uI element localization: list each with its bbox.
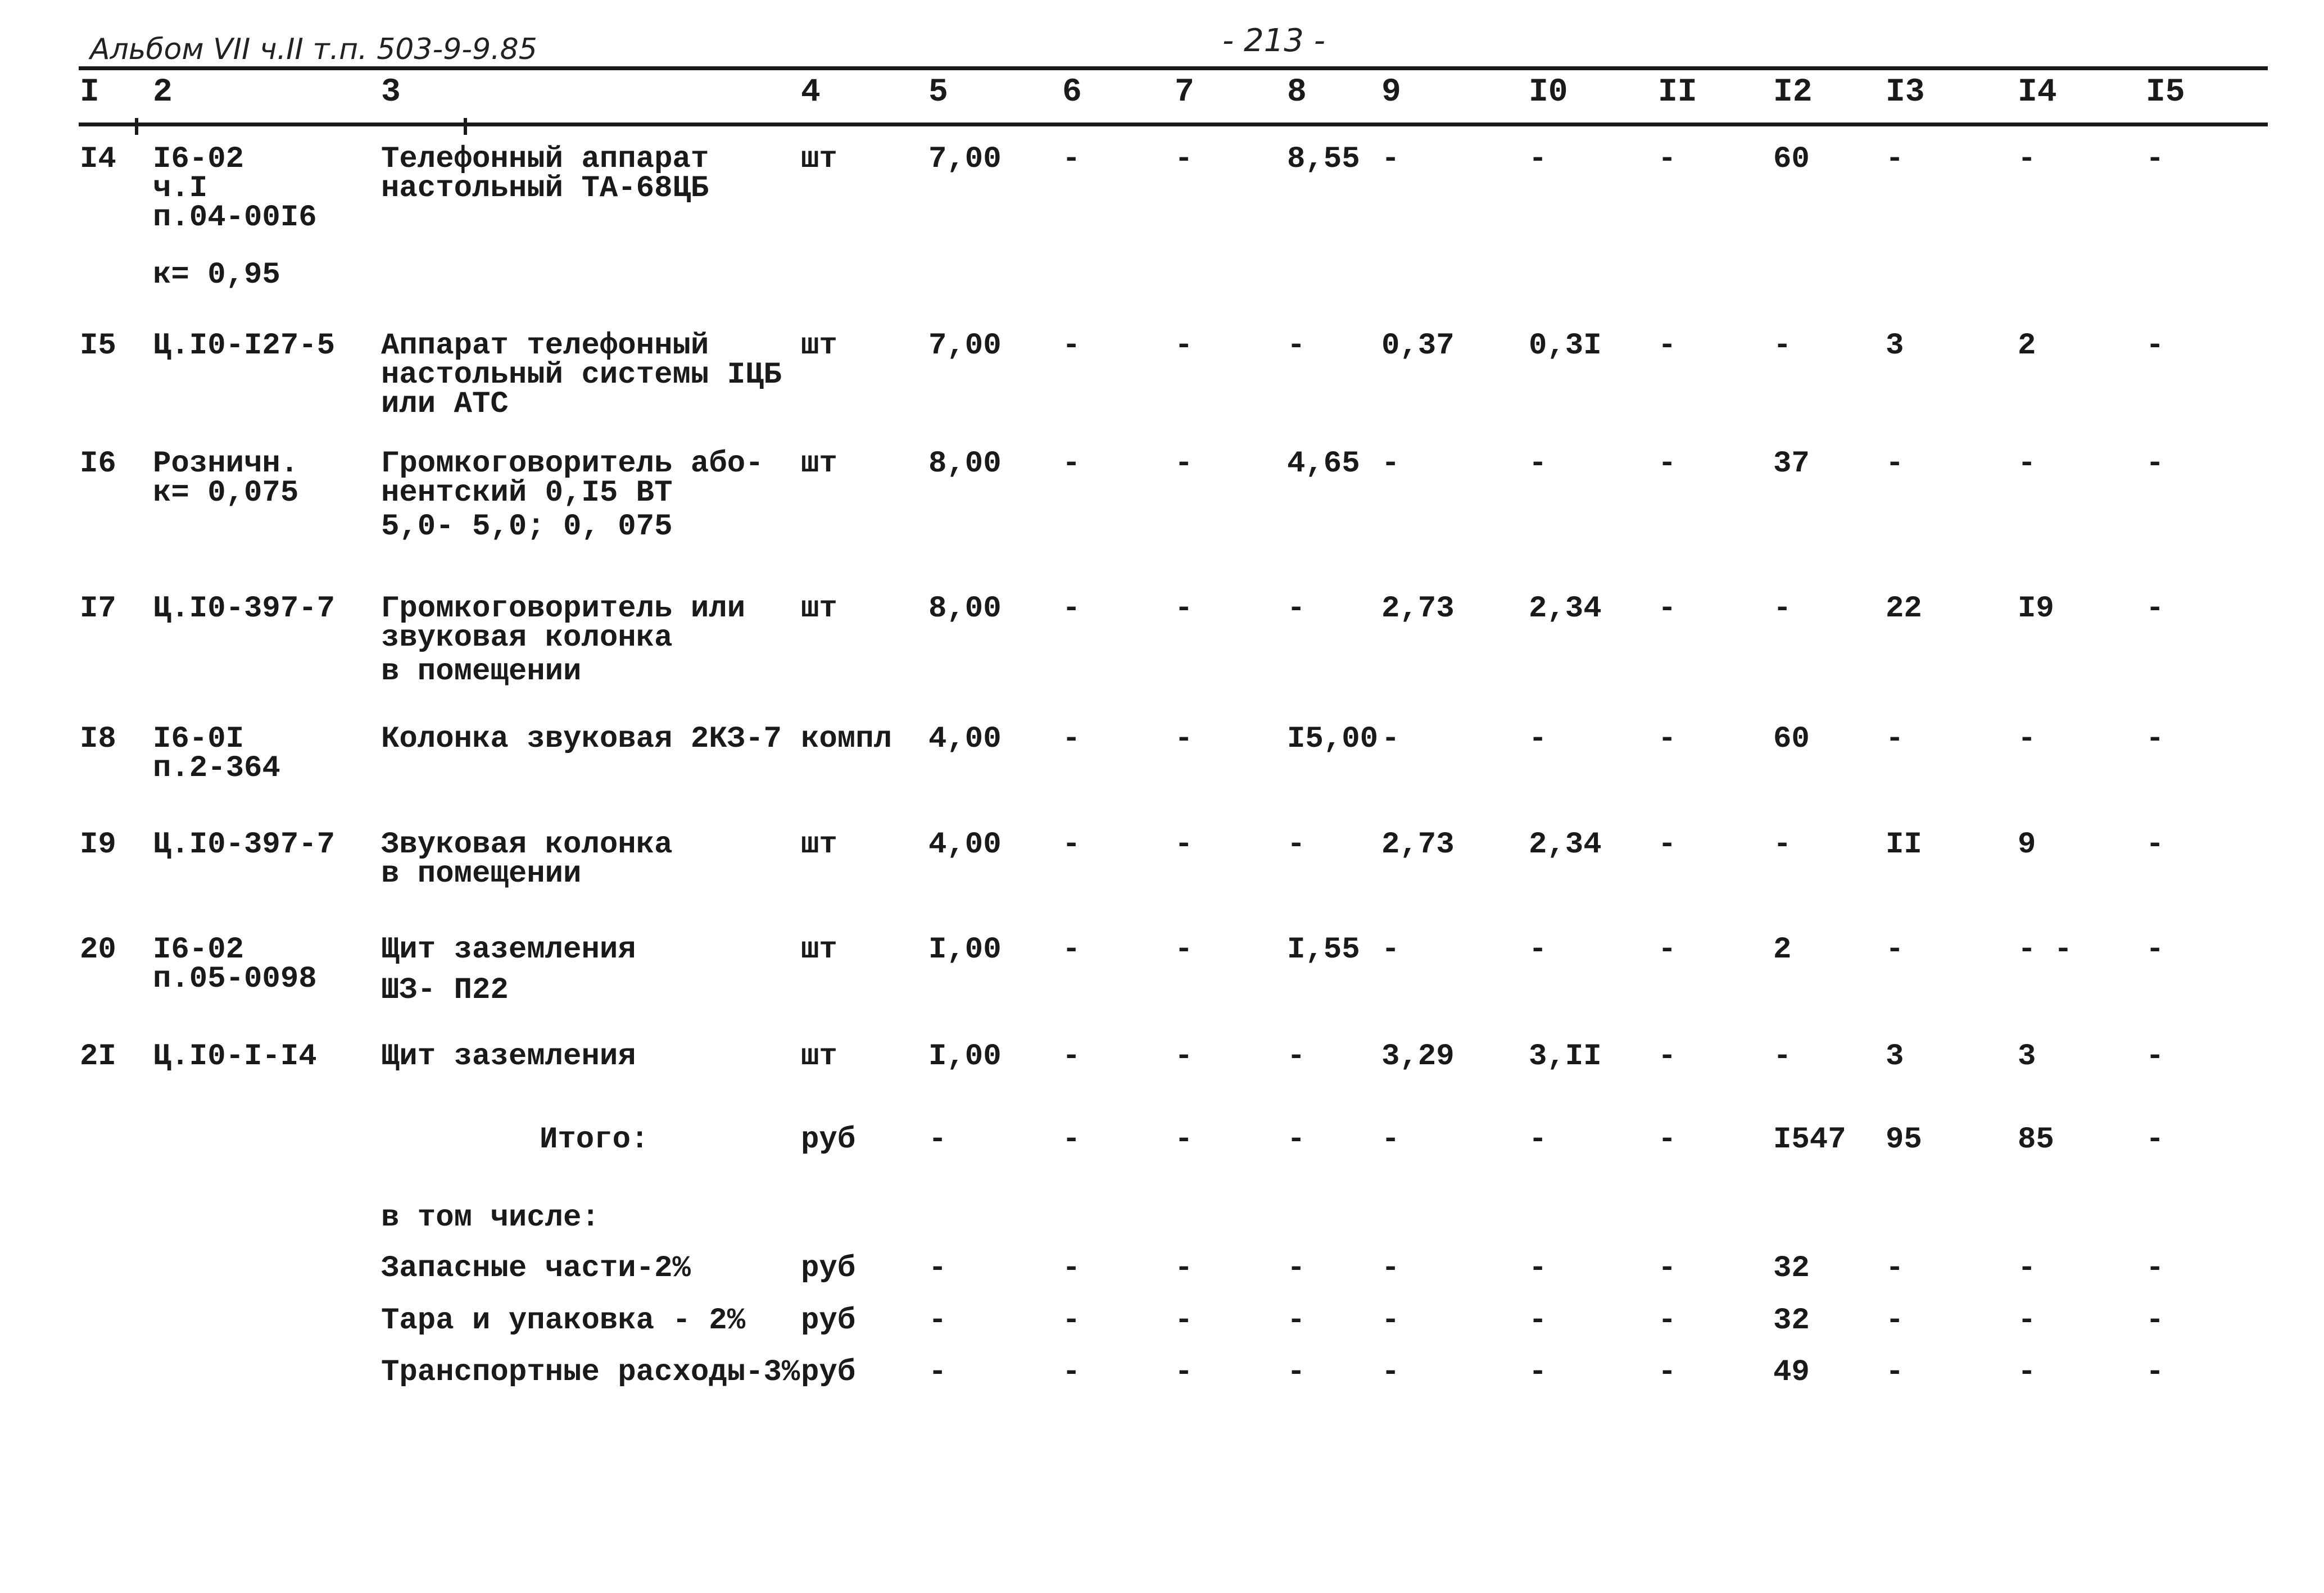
- cell-col-13: 3: [1886, 1040, 1904, 1074]
- cell-col-5: 8,00: [928, 592, 1002, 626]
- cell-col-7: -: [1175, 329, 1193, 363]
- cell-col-11: -: [1658, 142, 1677, 176]
- totals-col-8: -: [1287, 1355, 1306, 1390]
- price-reference-line: п.2-364: [153, 751, 280, 786]
- item-name-line: настольный ТА-68ЦБ: [381, 171, 709, 206]
- totals-col-6: -: [1062, 1304, 1081, 1338]
- totals-label: Тара и упаковка - 2%: [381, 1304, 746, 1338]
- cell-col-7: -: [1175, 447, 1193, 481]
- cell-col-14: I9: [2018, 592, 2054, 626]
- cell-col-13: -: [1886, 933, 1904, 967]
- price-reference: [153, 1042, 317, 1072]
- totals-label: Запасные части-2%: [381, 1251, 691, 1286]
- cell-col-9: 2,73: [1381, 828, 1455, 862]
- column-header-14: I4: [2018, 74, 2057, 111]
- cell-col-8: -: [1287, 1040, 1306, 1074]
- cell-col-11: -: [1658, 1040, 1677, 1074]
- cell-col-7: -: [1175, 592, 1193, 626]
- item-name: [381, 830, 672, 889]
- totals-col-8: -: [1287, 1304, 1306, 1338]
- cell-col-4: шт: [801, 828, 837, 862]
- cell-col-11: -: [1658, 828, 1677, 862]
- item-name-line: 5,0- 5,0; 0, 075: [381, 510, 673, 544]
- cell-col-15: -: [2146, 722, 2164, 756]
- totals-col-13: -: [1886, 1304, 1904, 1338]
- totals-col-10: -: [1529, 1123, 1547, 1157]
- item-name-line: нентский 0,I5 ВТ: [381, 476, 673, 510]
- cell-col-10: 2,34: [1529, 828, 1602, 862]
- cell-col-6: -: [1062, 1040, 1081, 1074]
- totals-col-15: -: [2146, 1304, 2164, 1338]
- cell-col-8: I,55: [1287, 933, 1360, 967]
- cell-col-9: -: [1381, 933, 1400, 967]
- price-reference-line: I6-02: [153, 142, 244, 176]
- column-header-2: 2: [153, 74, 173, 111]
- cell-col-9: 3,29: [1381, 1040, 1455, 1074]
- cell-col-9: 0,37: [1381, 329, 1455, 363]
- totals-col-9: -: [1381, 1355, 1400, 1390]
- cell-col-10: 3,II: [1529, 1040, 1602, 1074]
- price-reference-line: п.04-00I6: [153, 201, 317, 235]
- cell-col-10: -: [1529, 447, 1547, 481]
- totals-col-7: -: [1175, 1355, 1193, 1390]
- cell-col-15: -: [2146, 828, 2164, 862]
- totals-col-10: -: [1529, 1251, 1547, 1286]
- cell-col-11: -: [1658, 722, 1677, 756]
- cell-col-10: -: [1529, 933, 1547, 967]
- cell-col-12: -: [1773, 828, 1792, 862]
- item-name: [381, 722, 782, 756]
- cell-col-13: II: [1886, 828, 1922, 862]
- row-number: I8: [80, 722, 116, 756]
- cell-col-10: 2,34: [1529, 592, 1602, 626]
- cell-col-12: 60: [1773, 722, 1810, 756]
- cell-col-10: -: [1529, 142, 1547, 176]
- item-name-line: настольный системы IЦБ: [381, 358, 782, 392]
- cell-col-5: I,00: [928, 1040, 1002, 1074]
- cell-col-5: I,00: [928, 933, 1002, 967]
- item-name-line: в помещении: [381, 857, 582, 891]
- column-header-8: 8: [1287, 74, 1307, 111]
- totals-col-4: руб: [801, 1251, 856, 1286]
- cell-col-13: 3: [1886, 329, 1904, 363]
- cell-col-7: -: [1175, 722, 1193, 756]
- totals-col-15: -: [2146, 1123, 2164, 1157]
- cell-col-15: -: [2146, 592, 2164, 626]
- cell-col-10: 0,3I: [1529, 329, 1602, 363]
- price-reference-line: п.05-0098: [153, 962, 317, 996]
- row-number: 20: [80, 933, 116, 967]
- item-name: [381, 1042, 636, 1072]
- totals-col-4: руб: [801, 1304, 856, 1338]
- item-name-line: Громкоговоритель або-: [381, 447, 764, 481]
- totals-col-10: -: [1529, 1304, 1547, 1338]
- cell-col-4: шт: [801, 329, 837, 363]
- price-reference: [153, 722, 280, 786]
- totals-col-6: -: [1062, 1123, 1081, 1157]
- totals-col-5: -: [928, 1355, 947, 1390]
- column-header-11: II: [1658, 74, 1697, 111]
- row-number: I9: [80, 828, 116, 862]
- cell-col-7: -: [1175, 828, 1193, 862]
- price-reference-line: Ц.I0-397-7: [153, 828, 336, 862]
- item-name-line: Аппарат телефонный: [381, 329, 709, 363]
- totals-col-14: -: [2018, 1355, 2036, 1390]
- cell-col-6: -: [1062, 828, 1081, 862]
- cell-col-6: -: [1062, 142, 1081, 176]
- cell-col-7: -: [1175, 933, 1193, 967]
- totals-col-11: -: [1658, 1123, 1677, 1157]
- cell-col-8: I5,00: [1287, 722, 1379, 756]
- cell-col-15: -: [2146, 447, 2164, 481]
- price-reference-line: I6-02: [153, 933, 244, 967]
- row-number: I5: [80, 329, 116, 363]
- price-reference: [153, 594, 335, 624]
- totals-col-14: 85: [2018, 1123, 2054, 1157]
- totals-col-12: 49: [1773, 1355, 1810, 1390]
- cell-col-11: -: [1658, 329, 1677, 363]
- totals-label: в том числе:: [381, 1201, 600, 1235]
- totals-col-11: -: [1658, 1304, 1677, 1338]
- totals-col-4: руб: [801, 1355, 856, 1390]
- price-reference-line: Розничн.: [153, 447, 299, 481]
- totals-col-6: -: [1062, 1355, 1081, 1390]
- cell-col-8: 8,55: [1287, 142, 1360, 176]
- cell-col-9: -: [1381, 142, 1400, 176]
- cell-col-14: -: [2018, 447, 2036, 481]
- column-header-5: 5: [928, 74, 948, 111]
- cell-col-8: -: [1287, 329, 1306, 363]
- cell-col-15: -: [2146, 1040, 2164, 1074]
- cell-col-13: 22: [1886, 592, 1922, 626]
- item-name: [381, 329, 782, 421]
- item-name-line: звуковая колонка: [381, 621, 673, 655]
- price-reference: [153, 142, 317, 292]
- column-header-13: I3: [1886, 74, 1925, 111]
- price-reference: [153, 447, 299, 510]
- row-number: 2I: [80, 1040, 116, 1074]
- totals-col-10: -: [1529, 1355, 1547, 1390]
- cell-col-4: шт: [801, 447, 837, 481]
- cell-col-14: 9: [2018, 828, 2036, 862]
- cell-col-8: -: [1287, 828, 1306, 862]
- row-number: I6: [80, 447, 116, 481]
- item-name-line: Щит заземления: [381, 1040, 636, 1074]
- item-name: [381, 933, 636, 1007]
- item-name: [381, 447, 764, 544]
- cell-col-12: -: [1773, 1040, 1792, 1074]
- item-name-line: Щит заземления: [381, 933, 636, 967]
- cell-col-14: - -: [2018, 933, 2073, 967]
- row-number: I4: [80, 142, 116, 176]
- totals-col-8: -: [1287, 1123, 1306, 1157]
- cell-col-4: шт: [801, 142, 837, 176]
- price-reference: [153, 830, 335, 860]
- cell-col-5: 7,00: [928, 329, 1002, 363]
- cell-col-7: -: [1175, 142, 1193, 176]
- totals-col-13: 95: [1886, 1123, 1922, 1157]
- totals-col-12: 32: [1773, 1251, 1810, 1286]
- price-reference-line: I6-0I: [153, 722, 244, 756]
- item-name: [381, 142, 709, 206]
- totals-col-7: -: [1175, 1123, 1193, 1157]
- cell-col-9: -: [1381, 447, 1400, 481]
- totals-col-8: -: [1287, 1251, 1306, 1286]
- price-reference-line: Ц.I0-I27-5: [153, 329, 336, 363]
- cell-col-10: -: [1529, 722, 1547, 756]
- cell-col-6: -: [1062, 722, 1081, 756]
- totals-col-12: I547: [1773, 1123, 1846, 1157]
- cell-col-12: -: [1773, 329, 1792, 363]
- item-name-line: в помещении: [381, 655, 582, 689]
- column-tick: [464, 118, 467, 135]
- totals-col-5: -: [928, 1251, 947, 1286]
- cell-col-11: -: [1658, 933, 1677, 967]
- totals-label: Транспортные расходы-3%: [381, 1355, 800, 1390]
- totals-col-5: -: [928, 1123, 947, 1157]
- totals-col-6: -: [1062, 1251, 1081, 1286]
- totals-col-9: -: [1381, 1251, 1400, 1286]
- cell-col-8: -: [1287, 592, 1306, 626]
- cell-col-6: -: [1062, 933, 1081, 967]
- price-reference-line: Ц.I0-397-7: [153, 592, 336, 626]
- item-name: [381, 594, 745, 687]
- cell-col-13: -: [1886, 142, 1904, 176]
- cell-col-5: 4,00: [928, 722, 1002, 756]
- price-reference-line: ч.I: [153, 171, 208, 206]
- totals-col-13: -: [1886, 1251, 1904, 1286]
- price-reference-line: к= 0,075: [153, 476, 299, 510]
- cell-col-13: -: [1886, 447, 1904, 481]
- cell-col-4: шт: [801, 933, 837, 967]
- totals-col-12: 32: [1773, 1304, 1810, 1338]
- totals-col-9: -: [1381, 1304, 1400, 1338]
- cell-col-4: шт: [801, 1040, 837, 1074]
- cell-col-4: шт: [801, 592, 837, 626]
- top-rule: [79, 66, 2268, 70]
- cell-col-5: 4,00: [928, 828, 1002, 862]
- cell-col-6: -: [1062, 447, 1081, 481]
- totals-col-11: -: [1658, 1251, 1677, 1286]
- totals-col-9: -: [1381, 1123, 1400, 1157]
- totals-col-13: -: [1886, 1355, 1904, 1390]
- totals-col-15: -: [2146, 1251, 2164, 1286]
- row-number: I7: [80, 592, 116, 626]
- totals-col-14: -: [2018, 1251, 2036, 1286]
- cell-col-9: -: [1381, 722, 1400, 756]
- price-reference: [153, 329, 336, 363]
- cell-col-7: -: [1175, 1040, 1193, 1074]
- item-name-line: ШЗ- П22: [381, 973, 509, 1007]
- totals-col-7: -: [1175, 1304, 1193, 1338]
- cell-col-6: -: [1062, 329, 1081, 363]
- totals-col-4: руб: [801, 1123, 856, 1157]
- column-header-12: I2: [1773, 74, 1813, 111]
- column-header-9: 9: [1381, 74, 1401, 111]
- column-header-15: I5: [2146, 74, 2185, 111]
- cell-col-5: 7,00: [928, 142, 1002, 176]
- column-header-3: 3: [381, 74, 401, 111]
- column-header-6: 6: [1062, 74, 1082, 111]
- item-name-line: Телефонный аппарат: [381, 142, 709, 176]
- column-header-4: 4: [801, 74, 821, 111]
- page-number: - 213 -: [1222, 22, 1325, 59]
- cell-col-12: 60: [1773, 142, 1810, 176]
- cell-col-12: 37: [1773, 447, 1810, 481]
- cell-col-11: -: [1658, 447, 1677, 481]
- cell-col-12: 2: [1773, 933, 1792, 967]
- price-reference-line: Ц.I0-I-I4: [153, 1040, 317, 1074]
- cell-col-4: компл: [801, 722, 893, 756]
- cell-col-8: 4,65: [1287, 447, 1360, 481]
- price-reference-line: к= 0,95: [153, 258, 280, 292]
- cell-col-14: 2: [2018, 329, 2036, 363]
- album-reference: Альбом VII ч.II т.п. 503-9-9.85: [90, 33, 537, 66]
- cell-col-15: -: [2146, 933, 2164, 967]
- cell-col-11: -: [1658, 592, 1677, 626]
- cell-col-5: 8,00: [928, 447, 1002, 481]
- cell-col-13: -: [1886, 722, 1904, 756]
- column-tick: [135, 118, 138, 135]
- item-name-line: Громкоговоритель или: [381, 592, 746, 626]
- cell-col-14: 3: [2018, 1040, 2036, 1074]
- column-header-1: I: [80, 74, 99, 111]
- cell-col-15: -: [2146, 329, 2164, 363]
- price-reference: [153, 933, 317, 996]
- column-header-10: I0: [1529, 74, 1568, 111]
- cell-col-15: -: [2146, 142, 2164, 176]
- cell-col-6: -: [1062, 592, 1081, 626]
- totals-label: Итого:: [540, 1123, 649, 1157]
- totals-col-7: -: [1175, 1251, 1193, 1286]
- cell-col-14: -: [2018, 142, 2036, 176]
- item-name-line: или АТС: [381, 387, 509, 421]
- totals-col-5: -: [928, 1304, 947, 1338]
- item-name-line: Звуковая колонка: [381, 828, 673, 862]
- header-rule: [79, 122, 2268, 126]
- cell-col-14: -: [2018, 722, 2036, 756]
- totals-col-14: -: [2018, 1304, 2036, 1338]
- cell-col-12: -: [1773, 592, 1792, 626]
- column-header-7: 7: [1175, 74, 1194, 111]
- item-name-line: Колонка звуковая 2КЗ-7: [381, 722, 782, 756]
- totals-col-11: -: [1658, 1355, 1677, 1390]
- totals-col-15: -: [2146, 1355, 2164, 1390]
- cell-col-9: 2,73: [1381, 592, 1455, 626]
